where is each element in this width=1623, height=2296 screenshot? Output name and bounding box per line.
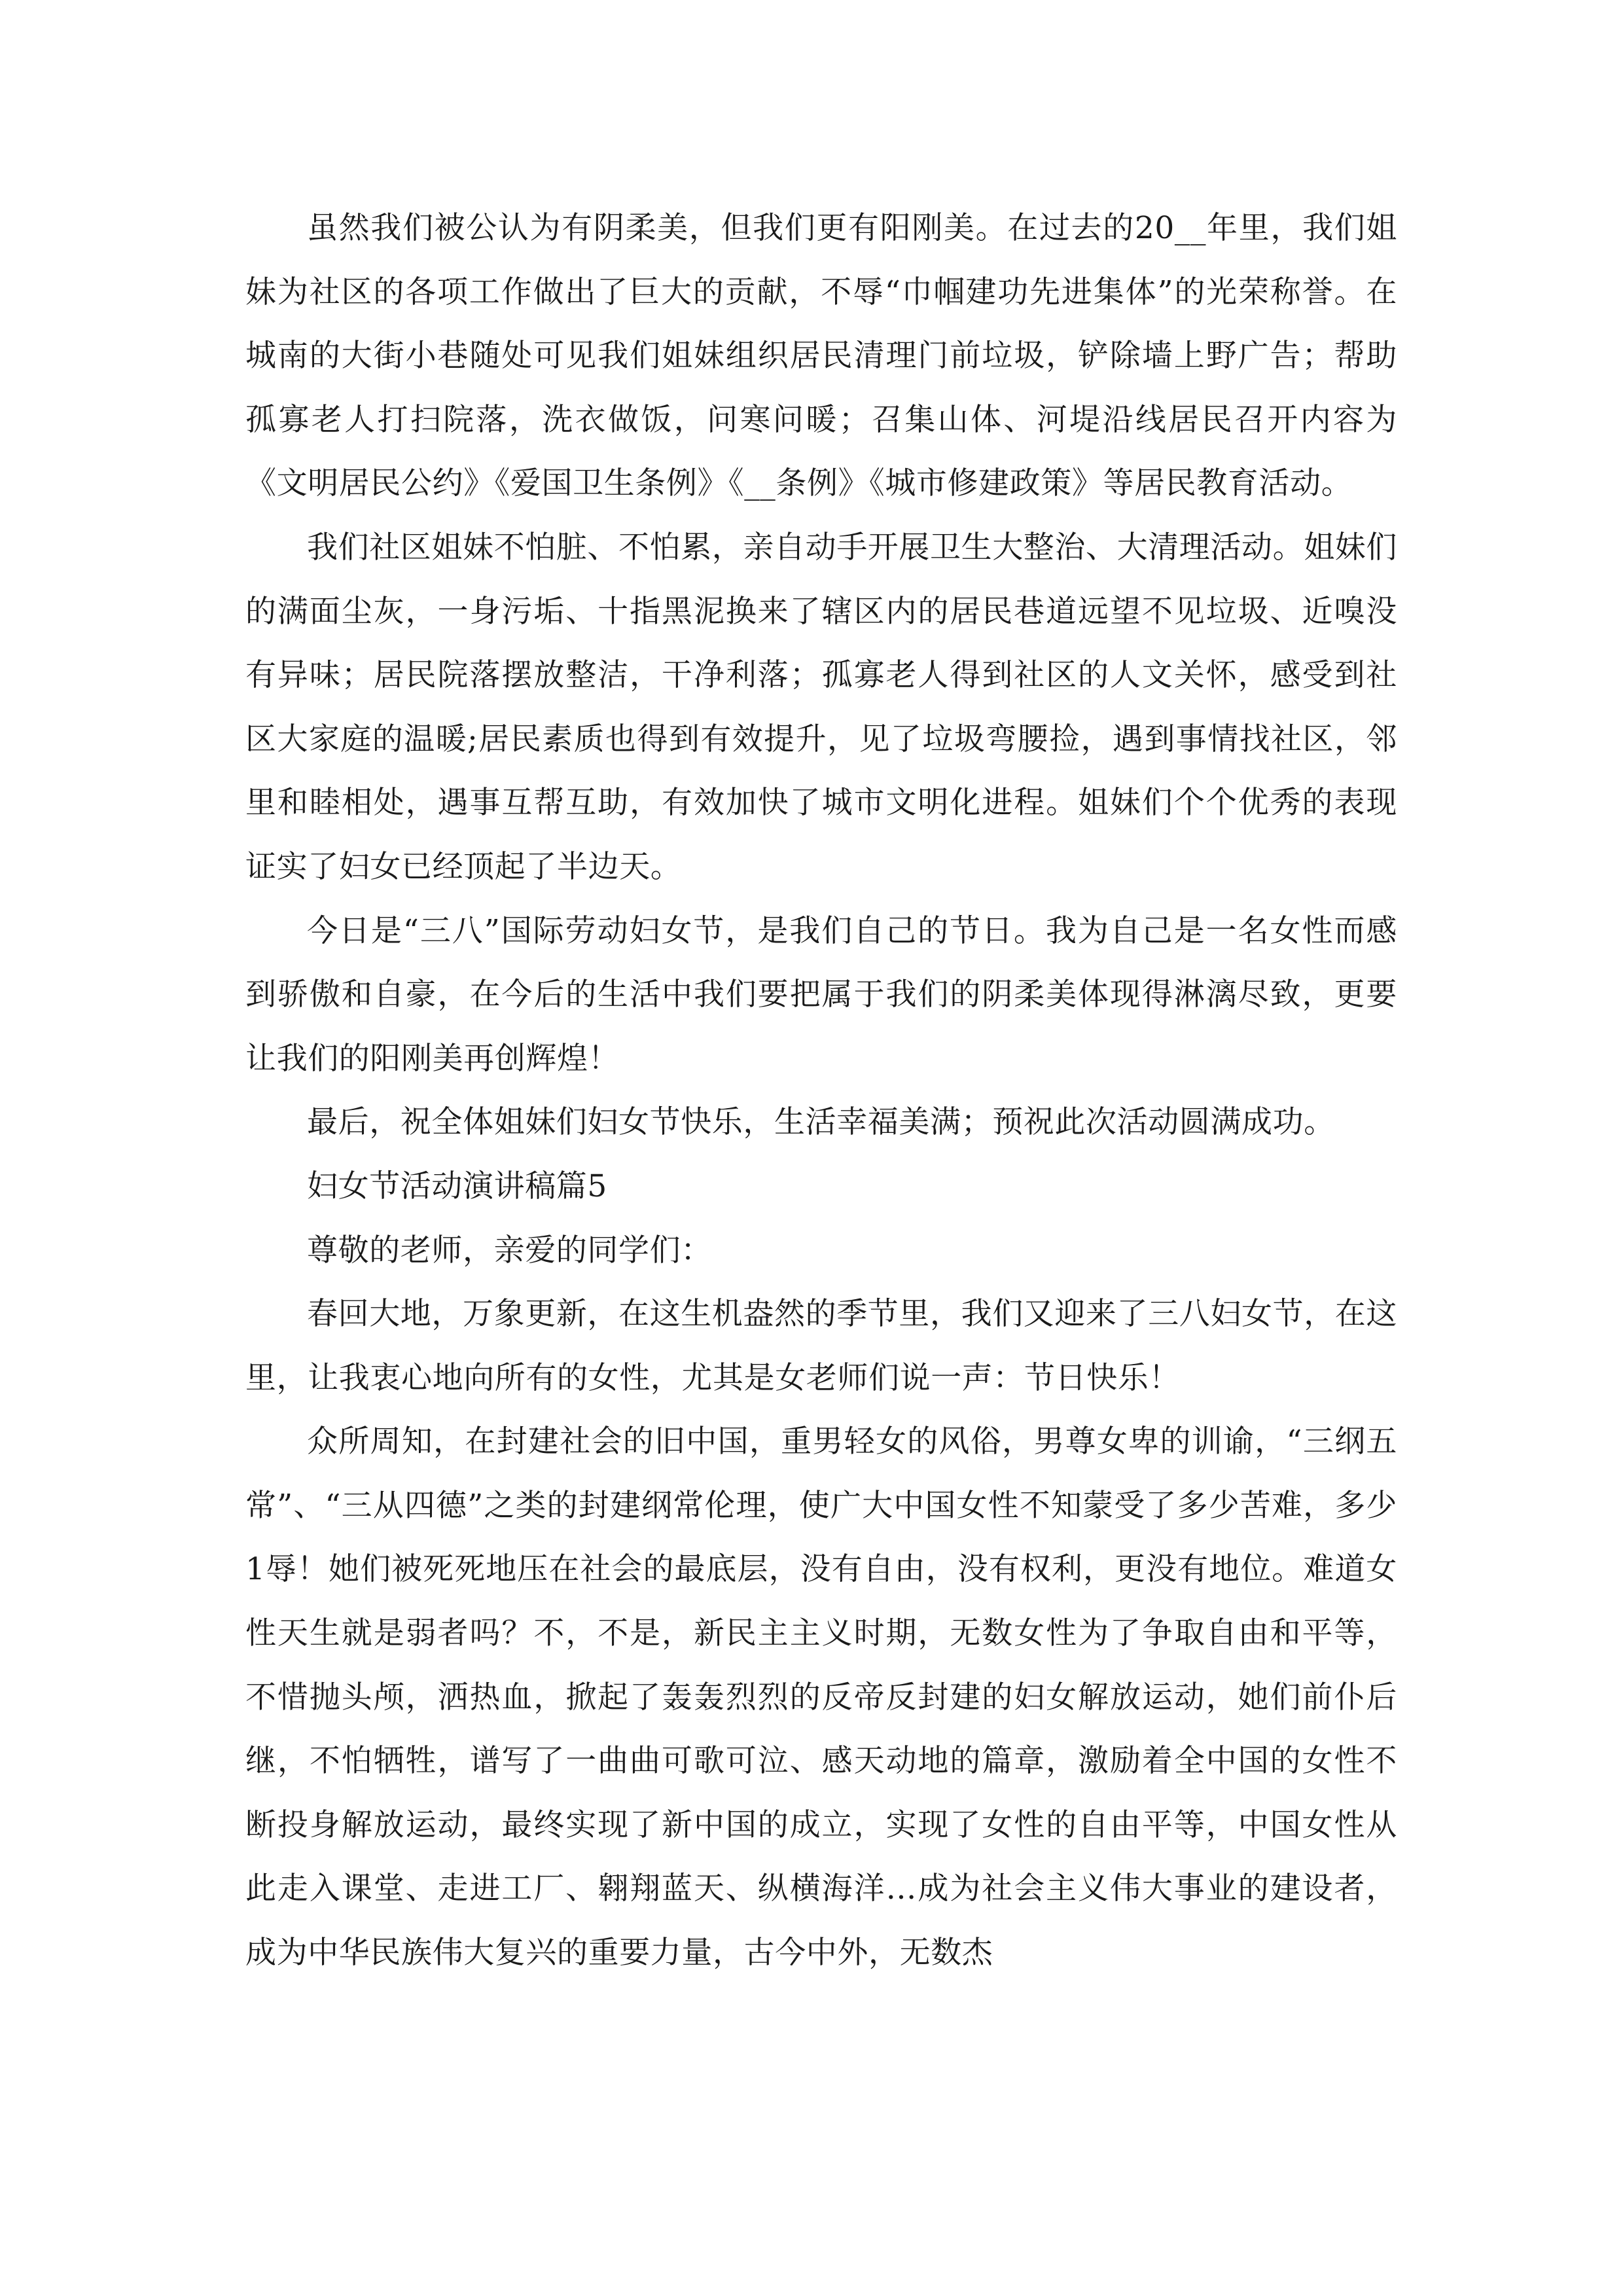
document-body — [245, 196, 1397, 1985]
paragraph: 今日是“三八”国际劳动妇女节，是我们自己的节日。我为自己是一名女性而感到骄傲和自豪，在今后的生活中我们要把属于我们的阴柔美体现得淋漓尽致，更要让我们的阳刚美再创辉煌！ — [245, 912, 1397, 1077]
paragraph: 最后，祝全体姐妹们妇女节快乐，生活幸福美满；预祝此次活动圆满成功。 — [307, 1104, 1335, 1141]
paragraph: 我们社区姐妹不怕脏、不怕累，亲自动手开展卫生大整治、大清理活动。姐妹们的满面尘灰，一身污垢、十指黑泥换来了辖区内的居民巷道远望不见垃圾、近嗅没有异味；居民院落摆放整洁，干净利落；孤寡老人得到社区的人文关怀，感受到社区大家庭的温暖;居民素质也得到有效提升，见了垃圾弯腰捡，遇到事情找社区，邻里和睦相处，遇事互帮互助，有效加快了城市文明化进程。姐妹们个个优秀的表现证实了妇女已经顶起了半边天。 — [245, 529, 1397, 885]
salutation: 尊敬的老师，亲爱的同学们： — [307, 1232, 712, 1268]
paragraph: 众所周知，在封建社会的旧中国，重男轻女的风俗，男尊女卑的训谕，“三纲五常”、“三从四德”之类的封建纲常伦理，使广大中国女性不知蒙受了多少苦难，多少1辱！她们被死死地压在社会的最底层，没有自由，没有权利，更没有地位。难道女性天生就是弱者吗？不，不是，新民主主义时期，无数女性为了争取自由和平等，不惜抛头颅，洒热血，掀起了轰轰烈烈的反帝反封建的妇女解放运动，她们前仆后继，不怕牺牲，谱写了一曲曲可歌可泣、感天动地的篇章，激励着全中国的女性不断投身解放运动，最终实现了新中国的成立，实现了女性的自由平等，中国女性从此走入课堂、走进工厂、翱翔蓝天、纵横海洋…成为社会主义伟大事业的建设者，成为中华民族伟大复兴的重要力量，古今中外，无数杰 — [245, 1424, 1397, 1971]
paragraph: 春回大地，万象更新，在这生机盎然的季节里，我们又迎来了三八妇女节，在这里，让我衷心地向所有的女性，尤其是女老师们说一声：节日快乐！ — [245, 1296, 1397, 1396]
section-heading: 妇女节活动演讲稿篇5 — [307, 1168, 607, 1204]
paragraph: 虽然我们被公认为有阴柔美，但我们更有阳刚美。在过去的20__年里，我们姐妹为社区的各项工作做出了巨大的贡献，不辱“巾帼建功先进集体”的光荣称誉。在城南的大街小巷随处可见我们姐妹组织居民清理门前垃圾，铲除墙上野广告；帮助孤寡老人打扫院落，洗衣做饭，问寒问暖；召集山体、河堤沿线居民召开内容为《文明居民公约》《爱国卫生条例》《__条例》《城市修建政策》等居民教育活动。 — [245, 210, 1397, 502]
